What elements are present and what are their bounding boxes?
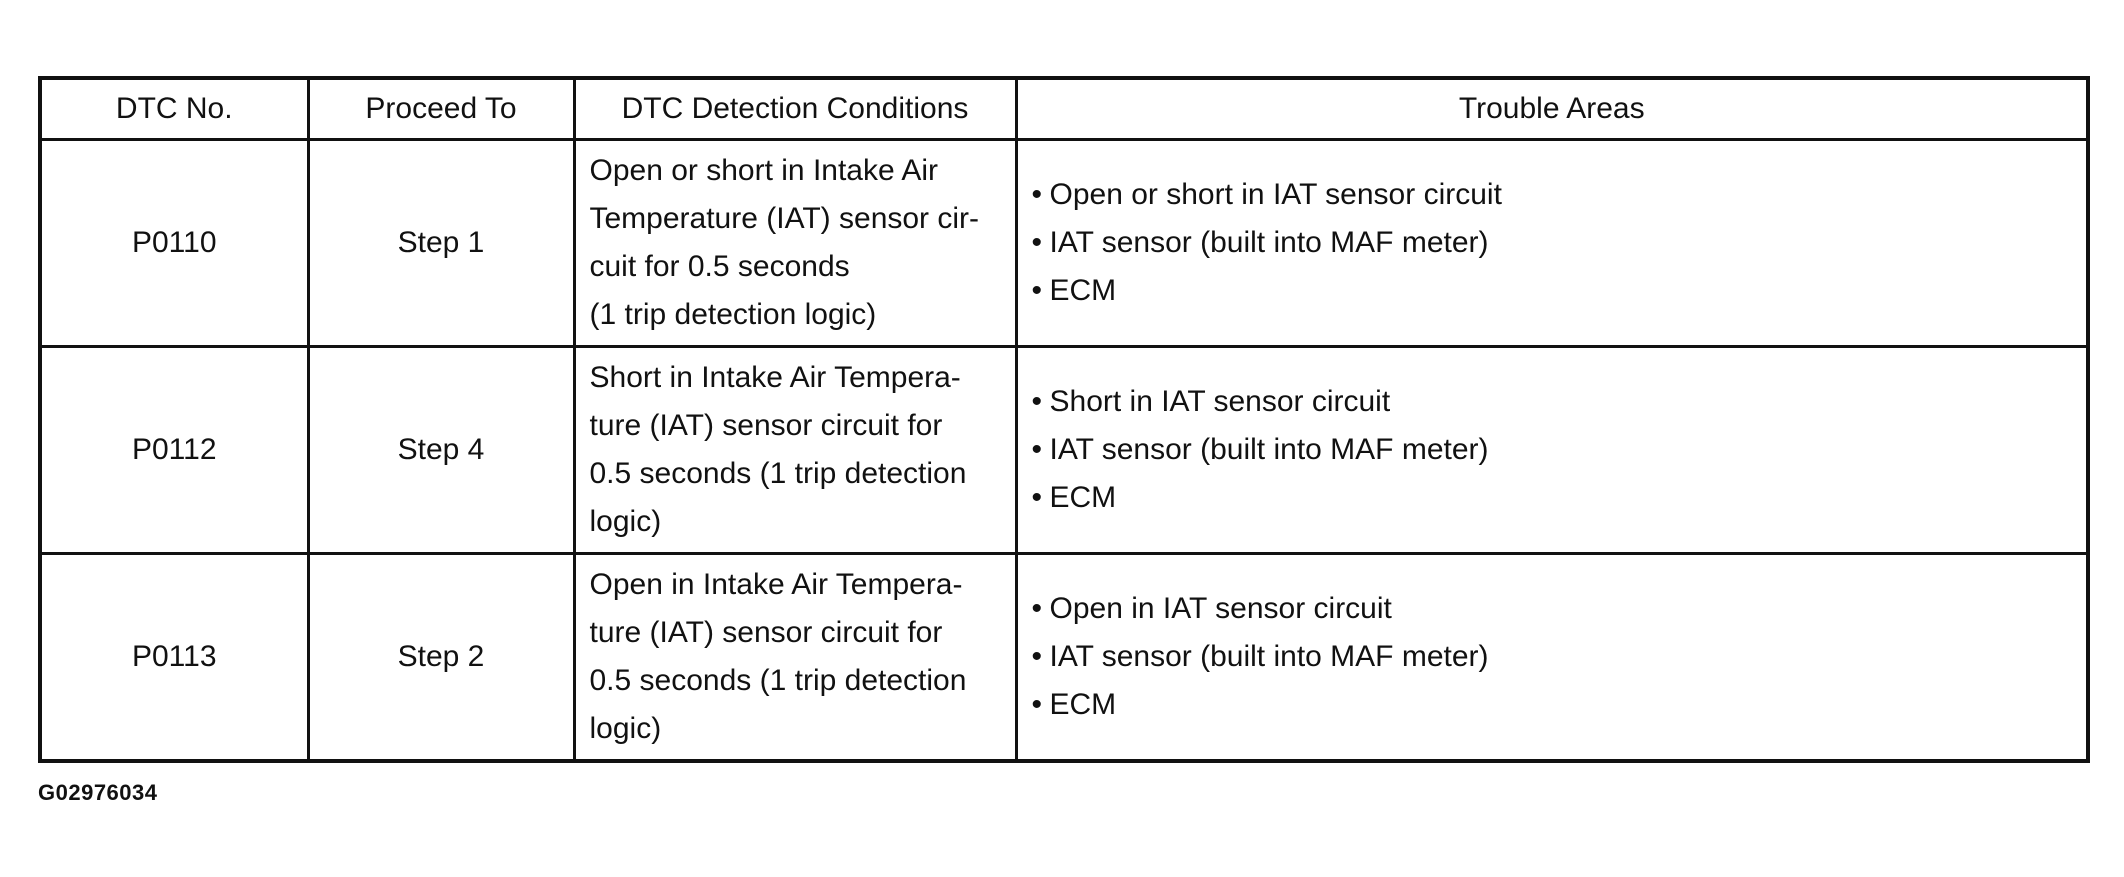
bullet-icon: •: [1031, 178, 1043, 211]
bullet-icon: •: [1031, 274, 1043, 307]
bullet-icon: •: [1031, 385, 1043, 418]
bullet-icon: •: [1031, 592, 1043, 625]
condition-line: 0.5 seconds (1 trip detection: [589, 457, 967, 490]
list-item: [1032, 378, 2087, 426]
proceed-step: Step 4: [308, 347, 574, 554]
trouble-area-text: Short in IAT sensor circuit: [1049, 385, 1391, 418]
trouble-areas: [1016, 140, 2088, 347]
trouble-area-text: ECM: [1049, 481, 1117, 514]
dtc-code: P0113: [40, 554, 308, 762]
list-item: [1032, 681, 2087, 729]
header-proceed-to: Proceed To: [308, 78, 574, 140]
header-row: [40, 78, 2088, 140]
header-detection-conditions: DTC Detection Conditions: [574, 78, 1016, 140]
header-dtc-no: DTC No.: [40, 78, 308, 140]
list-item: [1032, 426, 2087, 474]
dtc-code: P0112: [40, 347, 308, 554]
list-item: [1032, 219, 2087, 267]
condition-line: logic): [589, 712, 662, 745]
dtc-table: [38, 76, 2090, 763]
detection-conditions: [574, 140, 1016, 347]
trouble-area-text: IAT sensor (built into MAF meter): [1049, 226, 1489, 259]
table-row: [40, 347, 2088, 554]
list-item: [1032, 267, 2087, 315]
trouble-area-text: ECM: [1049, 688, 1117, 721]
bullet-icon: •: [1031, 688, 1043, 721]
condition-line: ture (IAT) sensor circuit for: [589, 616, 943, 649]
condition-line: ture (IAT) sensor circuit for: [589, 409, 943, 442]
proceed-step: Step 1: [308, 140, 574, 347]
bullet-icon: •: [1031, 433, 1043, 466]
condition-line: cuit for 0.5 seconds: [589, 250, 850, 283]
condition-line: Temperature (IAT) sensor cir-: [589, 202, 980, 235]
table-row: [40, 140, 2088, 347]
bullet-icon: •: [1031, 640, 1043, 673]
trouble-areas: [1016, 554, 2088, 762]
trouble-area-text: IAT sensor (built into MAF meter): [1049, 640, 1489, 673]
bullet-icon: •: [1031, 481, 1043, 514]
list-item: [1032, 171, 2087, 219]
table-row: [40, 554, 2088, 762]
condition-line: 0.5 seconds (1 trip detection: [589, 664, 967, 697]
trouble-area-text: IAT sensor (built into MAF meter): [1049, 433, 1489, 466]
condition-line: Short in Intake Air Tempera-: [589, 361, 961, 394]
condition-line: (1 trip detection logic): [589, 298, 877, 331]
proceed-step: Step 2: [308, 554, 574, 762]
header-trouble-areas: Trouble Areas: [1016, 78, 2088, 140]
bullet-icon: •: [1031, 226, 1043, 259]
condition-line: Open in Intake Air Tempera-: [589, 568, 963, 601]
dtc-code: P0110: [40, 140, 308, 347]
detection-conditions: [574, 554, 1016, 762]
trouble-area-text: Open or short in IAT sensor circuit: [1049, 178, 1502, 211]
trouble-area-text: Open in IAT sensor circuit: [1049, 592, 1392, 625]
condition-line: logic): [589, 505, 662, 538]
condition-line: Open or short in Intake Air: [589, 154, 939, 187]
list-item: [1032, 633, 2087, 681]
trouble-area-text: ECM: [1049, 274, 1117, 307]
list-item: [1032, 474, 2087, 522]
detection-conditions: [574, 347, 1016, 554]
figure-code: G02976034: [38, 780, 158, 805]
list-item: [1032, 585, 2087, 633]
trouble-areas: [1016, 347, 2088, 554]
